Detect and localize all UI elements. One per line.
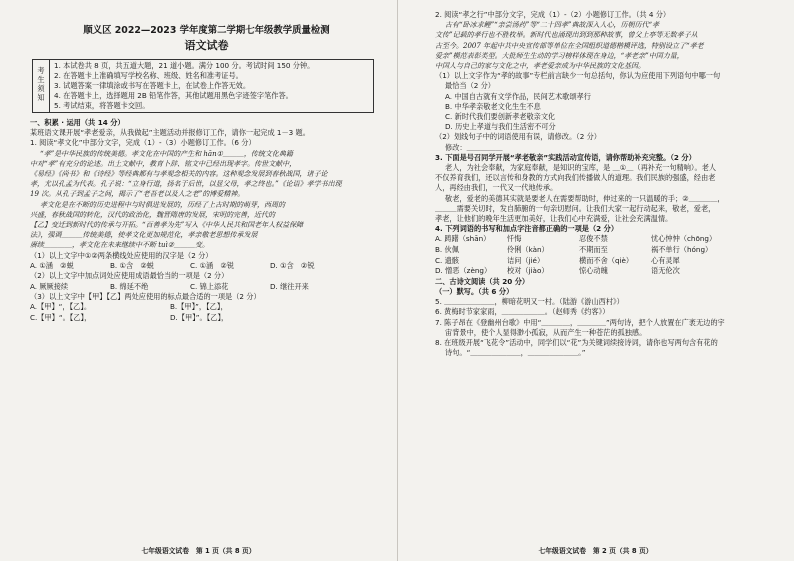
option-cell: 横而不舍（qiè） (579, 255, 634, 265)
passage-line: ＿＿＿需要关切时，发自肺腑的一句亲切慰问。让我们大家一起行动起来，敬老，爱老， (435, 203, 716, 213)
question-1-1: （1）以上文字中①②两条横线处应使用的汉字是（2 分） (30, 250, 213, 260)
option-a[interactable]: A.【甲】“，【乙】。 (30, 302, 92, 312)
passage-line: 不仅养育我们，还以言传和身教的方式向我们传播做人的道理。我们民族的强盛，经由老 (435, 173, 716, 183)
exam-subject: 语文试卷 (184, 39, 229, 52)
notice-label-char: 考 (37, 66, 45, 75)
notice-items (50, 60, 318, 112)
notice-item: 1. 本试卷共 8 页，共五道大题，21 道小题。满分 100 分。考试时间 150 分钟。 (54, 61, 315, 70)
page-footer: 七年级语文试卷 第 2 页（共 8 页） (538, 547, 653, 555)
exam-title: 顺义区 2022—2023 学年度第二学期七年级教学质量检测 (83, 25, 330, 36)
passage-line: 赓续＿＿＿＿，孝文化在未来继续中不断 tuì②＿＿＿变。 (30, 241, 210, 250)
passage-line: 【乙】变迁到新时代的传承与开拓。“百善孝为先”写入《中华人民共和国老年人权益保障 (30, 221, 304, 230)
passage-line: 19 次。从孔子到孟子之间，揭示了“老吾老以及人之老”的博爱精神。 (30, 190, 245, 199)
notice-item: 5. 考试结束，将答题卡交回。 (54, 101, 150, 110)
section-intro: 某班语文课开展“孝老爱亲，从我做起”主题活动并报修订工作，请你一起完成 1－3 题。 (30, 128, 310, 138)
option-cell: 忧心忡忡（chōng） (651, 234, 717, 244)
question-1-3: （3）以上文字中【甲】【乙】两处应使用的标点最合适的一项是（2 分） (30, 292, 261, 302)
passage-1 (30, 149, 383, 251)
option-cell: 忏悔 (507, 234, 522, 244)
option-cell: 伶俐（kàn） (507, 245, 549, 255)
option-cell: 忍俊不禁 (579, 234, 608, 244)
question-1-1-options (30, 261, 383, 272)
option-row-b[interactable] (435, 245, 770, 256)
option-b[interactable]: B. 中华孝亲敬老文化生生不息 (445, 101, 541, 111)
passage-line: 敬老，爱老的美德其实就是要老人在需要帮助时，伸过来的一只温暖的手；②＿＿＿＿， (445, 193, 725, 203)
option-cell: 诘问（jié） (507, 255, 545, 265)
notice-label-char: 知 (37, 93, 45, 102)
notice-label-char: 须 (37, 84, 45, 93)
passage-line: 法》，强调＿＿＿传统美德，使孝文化更加规范化，孝亲敬老思想传承发展 (30, 231, 258, 240)
passage-line: “孝”是中华民族的传统美德。孝文化在中国的产生和 hān①＿＿＿，传统文化典籍 (40, 149, 293, 158)
question-8-cont: 诗句。“＿＿＿＿＿＿＿，＿＿＿＿＿＿＿。” (445, 348, 586, 358)
section-heading: 一、积累 · 运用（共 14 分） (30, 118, 125, 127)
option-b[interactable]: B.【甲】”，【乙】， (170, 302, 228, 312)
option-cell: B. 伙佩 (435, 245, 459, 255)
question-7-cont: 宙背景中，使个人显得渺小孤寂，从而产生一种苍茫的孤独感。 (445, 327, 647, 337)
option-cell: 语无伦次 (651, 266, 680, 276)
option-b[interactable]: B. ①含 ②蜕 (110, 260, 154, 270)
option-d[interactable]: D. 历史上孝道与我们生活密不可分 (445, 122, 556, 132)
passage-line: 孝老，让他们的晚年生活更加美好，让我们心中充满爱，让社会充满温情。 (435, 214, 673, 224)
subsection-heading: （一）默写。（共 6 分） (435, 287, 514, 297)
question-1-2: （2）以上文字中加点词处应使用成语最恰当的一项是（2 分） (30, 271, 229, 281)
question-1-2-options (30, 282, 383, 293)
notice-item: 3. 试题答案一律填涂或书写在答题卡上，在试卷上作答无效。 (54, 81, 251, 90)
question-6: 6. 黄梅时节家家雨，＿＿＿＿＿＿。（赵师秀《约客》） (435, 307, 610, 317)
option-cell: A. 踌躇（shān） (435, 234, 491, 244)
passage-line: 《易经》《尚书》和《诗经》等经典都有与孝观念相关的内容。这种观念发展到春秋战国，诸子论 (30, 170, 328, 179)
passage-line: 兴盛，春秋战国的转化，汉代的政治化，魏晋隋唐的发展，宋明的完善，近代的 (30, 210, 275, 219)
passage-line: 孝，尤以孔孟为代表。孔子说：“立身行道，扬名于后世，以显父母，孝之终也。”《论语》孝学书出现 (30, 180, 342, 189)
answer-blank[interactable]: 修改：＿＿＿＿＿ (445, 142, 503, 152)
notice-label (33, 60, 50, 112)
option-row-c[interactable] (435, 256, 770, 267)
option-c[interactable]: C. 锦上添花 (190, 281, 229, 291)
passage-line: 人，再经由我们，一代又一代地传承。 (435, 183, 558, 193)
question-3-title: 3. 下面是号召同学开展“孝老敬亲”实践活动宣传语，请你帮助补充完整。（2 分） (435, 152, 696, 162)
question-5: 5. ＿＿＿＿＿＿＿，柳暗花明又一村。（陆游《游山西村》） (435, 297, 624, 307)
option-row-a[interactable] (435, 234, 770, 245)
option-d[interactable]: D. ①含 ②锐 (270, 260, 315, 270)
passage-line: 古至今。2007 年起中共中央宣传部等单位在全国组织道德楷模评选，特别设立了“孝老 (435, 41, 704, 50)
question-2-1: （1）以上文字作为“孝的故事”专栏前言缺少一句总括句，你认为应使用下列语句中哪一句 (435, 71, 721, 81)
page-footer: 七年级语文试卷 第 1 页（共 8 页） (141, 547, 256, 555)
exam-page-2 (397, 0, 794, 561)
passage-3 (435, 163, 770, 224)
option-row-d[interactable] (435, 266, 770, 277)
question-1-title: 1. 阅读“孝文化”中部分文字，完成（1）-（3）小题修订工作。（6 分） (30, 138, 256, 148)
option-cell: 惊心动魄 (579, 266, 608, 276)
option-c[interactable]: C.【甲】“。【乙】， (30, 313, 92, 323)
option-b[interactable]: B. 绵延不绝 (110, 281, 149, 291)
option-cell: 校对（jiào） (507, 266, 549, 276)
question-1-3-options (30, 302, 330, 323)
notice-label-char: 生 (37, 75, 45, 84)
passage-line: 老人，为社会奉献，为家庭奉献，是知识的宝库，是 ＿①＿（再补充一句精响）。老人 (445, 163, 717, 173)
option-c[interactable]: C. ①涵 ②锐 (190, 260, 235, 270)
option-d[interactable]: D.【甲】”。【乙】， (170, 313, 229, 323)
question-2-1-cont: 最恰当（2 分） (445, 81, 495, 91)
passage-line: 文传”记载的孝行也不胜枚举。新时代也涌现出到到那种故事，曾父上亭等无数孝子从 (435, 31, 698, 40)
option-cell: 心有灵犀 (651, 255, 680, 265)
passage-line: 孝文化是在不断的历史进程中与时俱进发展的，历经了上古时期的萌芽，西周的 (40, 200, 285, 209)
option-cell: D. 憎恶（zèng） (435, 266, 492, 276)
option-a[interactable]: A. 中国自古就有文学作品，民间艺术歌颂孝行 (445, 91, 591, 101)
option-a[interactable]: A. ①涵 ②蜕 (30, 260, 74, 270)
passage-line: 爱亲”模范表彰类型。大批师生生动的学习榜样体现在身边，“孝老亲”中国力量， (435, 51, 684, 60)
question-8: 8. 在班级开展“飞花令”活动中，同学们以“花”为关键词续接诗词，请你也写两句含有花的 (435, 338, 718, 348)
option-cell: 祸不单行（hóng） (651, 245, 713, 255)
option-cell: 不期而至 (579, 245, 608, 255)
question-2-2: （2）划线句子中的词语使用有误，请修改。（2 分） (435, 132, 601, 142)
notice-item: 4. 在答题卡上，选择题用 2B 铅笔作答，其他试题用黑色字迹签字笔作答。 (54, 91, 293, 100)
passage-line: 中对“孝”有充分的论述。出土文献中，教育卜辞、铭文中已经出现孝字。传世文献中， (30, 159, 297, 168)
passage-line: 古有“卧冰求鲤”“亲尝汤药”等“二十四孝”典故深入人心，历朝历代“孝 (445, 21, 660, 30)
passage-line: 中国人与自己的家与文化之中，孝老爱亲成为中华民族的文化基因。 (435, 62, 645, 71)
option-c[interactable]: C. 新时代我们要创新孝老敬亲文化 (445, 112, 556, 122)
option-cell: C. 遗骸 (435, 255, 459, 265)
candidate-notice-box (32, 59, 374, 113)
question-4-title: 4. 下列词语的书写和加点字注音都正确的一项是（2 分） (435, 224, 619, 234)
question-2-title: 2. 阅读“孝之行”中部分文字，完成（1）-（2）小题修订工作。（共 4 分） (435, 10, 671, 19)
notice-item: 2. 在答题卡上准确填写学校名称、班级、姓名和准考证号。 (54, 71, 243, 80)
passage-2 (435, 20, 770, 71)
question-7: 7. 陈子昂在《登幽州台歌》中用“＿＿＿＿，＿＿＿＿”两句诗，把个人放置在广袤无边的宇 (435, 317, 725, 327)
option-d[interactable]: D. 继往开来 (270, 281, 309, 291)
option-a[interactable]: A. 厥厥接续 (30, 281, 69, 291)
section-heading: 二、古诗文阅读（共 20 分） (435, 276, 530, 286)
